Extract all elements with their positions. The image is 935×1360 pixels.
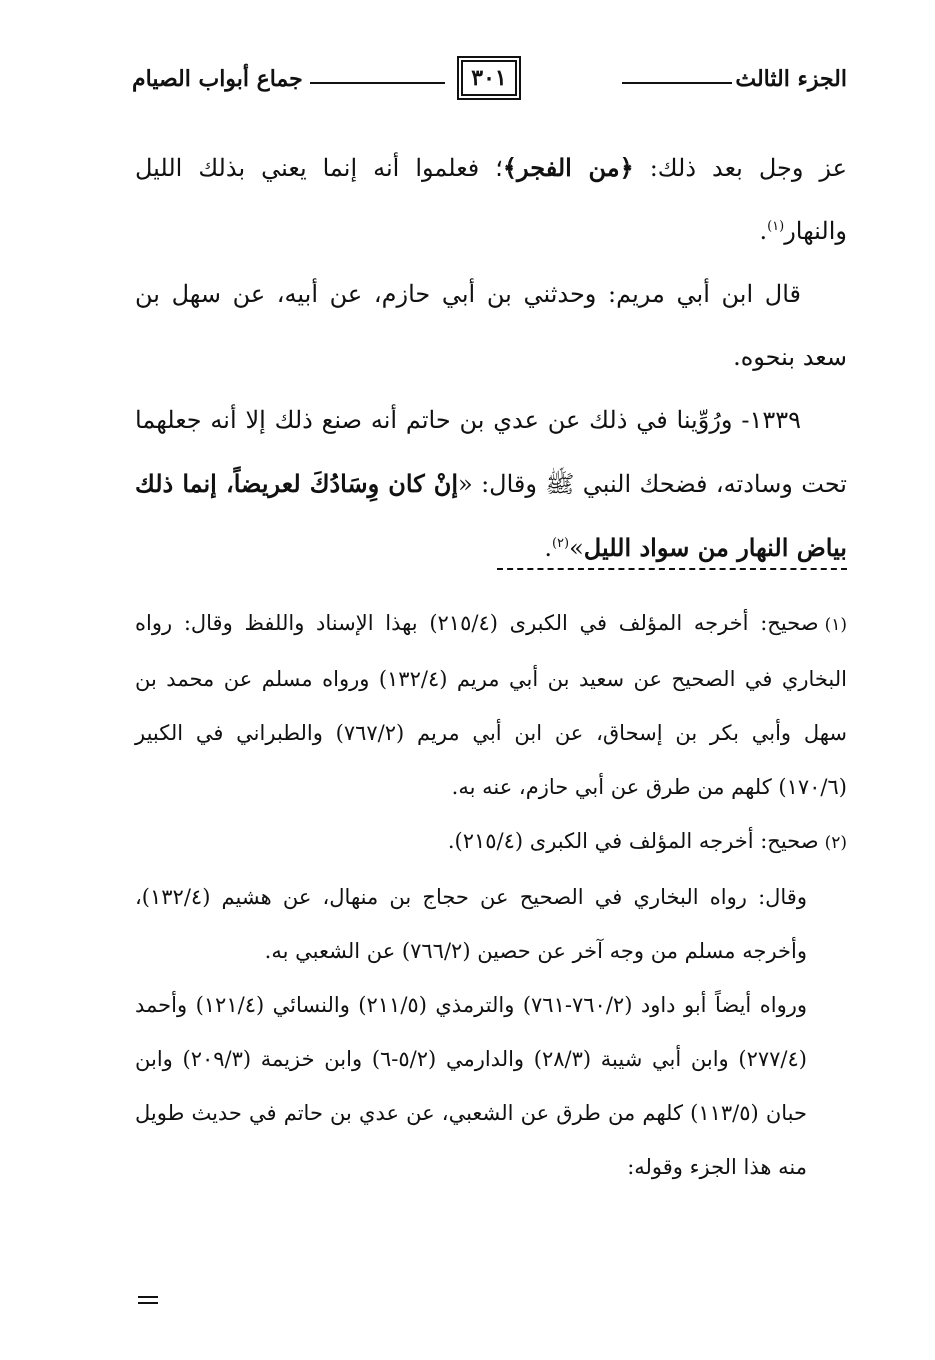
p3-end: . [544, 534, 552, 562]
volume-title: الجزء الثالث [735, 66, 847, 92]
footnote-2-paragraph-2: وقال: رواه البخاري في الصحيح عن حجاج بن منهال، عن هشيم (١٣٢/٤)، وأخرجه مسلم من وجه آخر عن حصين (٧٦٦/٢) عن الشعبي به. [135, 885, 807, 963]
paragraph-1 [135, 136, 847, 263]
footnotes [135, 596, 847, 1194]
running-header [132, 56, 847, 102]
footnote-divider [497, 568, 847, 570]
hadith-quote: إنْ كان وِسَادُكَ لعريضاً، إنما ذلك بياض النهار من سواد الليل [135, 469, 847, 562]
quote-close: » [569, 534, 584, 562]
paragraph-3 [135, 389, 847, 580]
footnote-ref-2: (٢) [551, 536, 570, 551]
quran-quote: ﴿من الفجر﴾ [502, 153, 634, 182]
p1-text-a: عز وجل بعد ذلك: [633, 154, 847, 182]
footnote-ref-1: (١) [767, 219, 785, 234]
paragraph-2: قال ابن أبي مريم: وحدثني بن أبي حازم، عن أبيه، عن سهل بن سعد بنحوه. [135, 280, 847, 371]
footnote-2-line1: صحيح: أخرجه المؤلف في الكبرى (٢١٥/٤). [447, 829, 819, 853]
footnote-2-paragraph-3: ورواه أيضاً أبو داود (٧٦٠/٢-٧٦١) والترمذي (٢١١/٥) والنسائي (١٢١/٤) وأحمد (٢٧٧/٤) وابن أبي شيبة (٢٨/٣) والدارمي (٥/٢-٦) وابن خزيمة (٢٠٩/٣) وابن حبان (١١٣/٥) كلهم من طرق عن الشعبي، عن عدي بن حاتم في حديث طويل منه هذا الجزء وقوله: [135, 993, 807, 1179]
header-rule-right [622, 82, 732, 84]
footnote-2-number: (٢) [824, 833, 847, 853]
continuation-mark [138, 1296, 158, 1308]
hadith-number-text: ١٣٣٩- ورُوِّينا في ذلك عن عدي بن حاتم أنه صنع ذلك إلا أنه جعلهما تحت وسادته، فضحك النبي ﷺ وقال: « [135, 406, 847, 498]
p1-end: . [759, 217, 768, 245]
footnote-1-text: صحيح: أخرجه المؤلف في الكبرى (٢١٥/٤) بهذا الإسناد واللفظ وقال: رواه البخاري في الصحيح عن سعيد بن أبي مريم (١٣٢/٤) ورواه مسلم عن محمد بن سهل وأبي بكر بن إسحاق، عن ابن أبي مريم (٧٦٧/٢) والطبراني في الكبير (١٧٠/٦) كلهم من طرق عن أبي حازم، عنه به. [135, 611, 847, 799]
p1-text-b: ؛ فعلموا أنه إنما يعني بذلك [198, 154, 503, 182]
footnote-2 [135, 814, 847, 870]
header-rule-left [310, 82, 445, 84]
footnote-1 [135, 596, 847, 814]
p1-text-c: الليل والنهار [135, 154, 847, 245]
main-text [135, 136, 847, 580]
chapter-title: جماع أبواب الصيام [132, 66, 303, 92]
footnote-1-number: (١) [824, 615, 847, 635]
page-number: ٣٠١ [457, 56, 521, 100]
